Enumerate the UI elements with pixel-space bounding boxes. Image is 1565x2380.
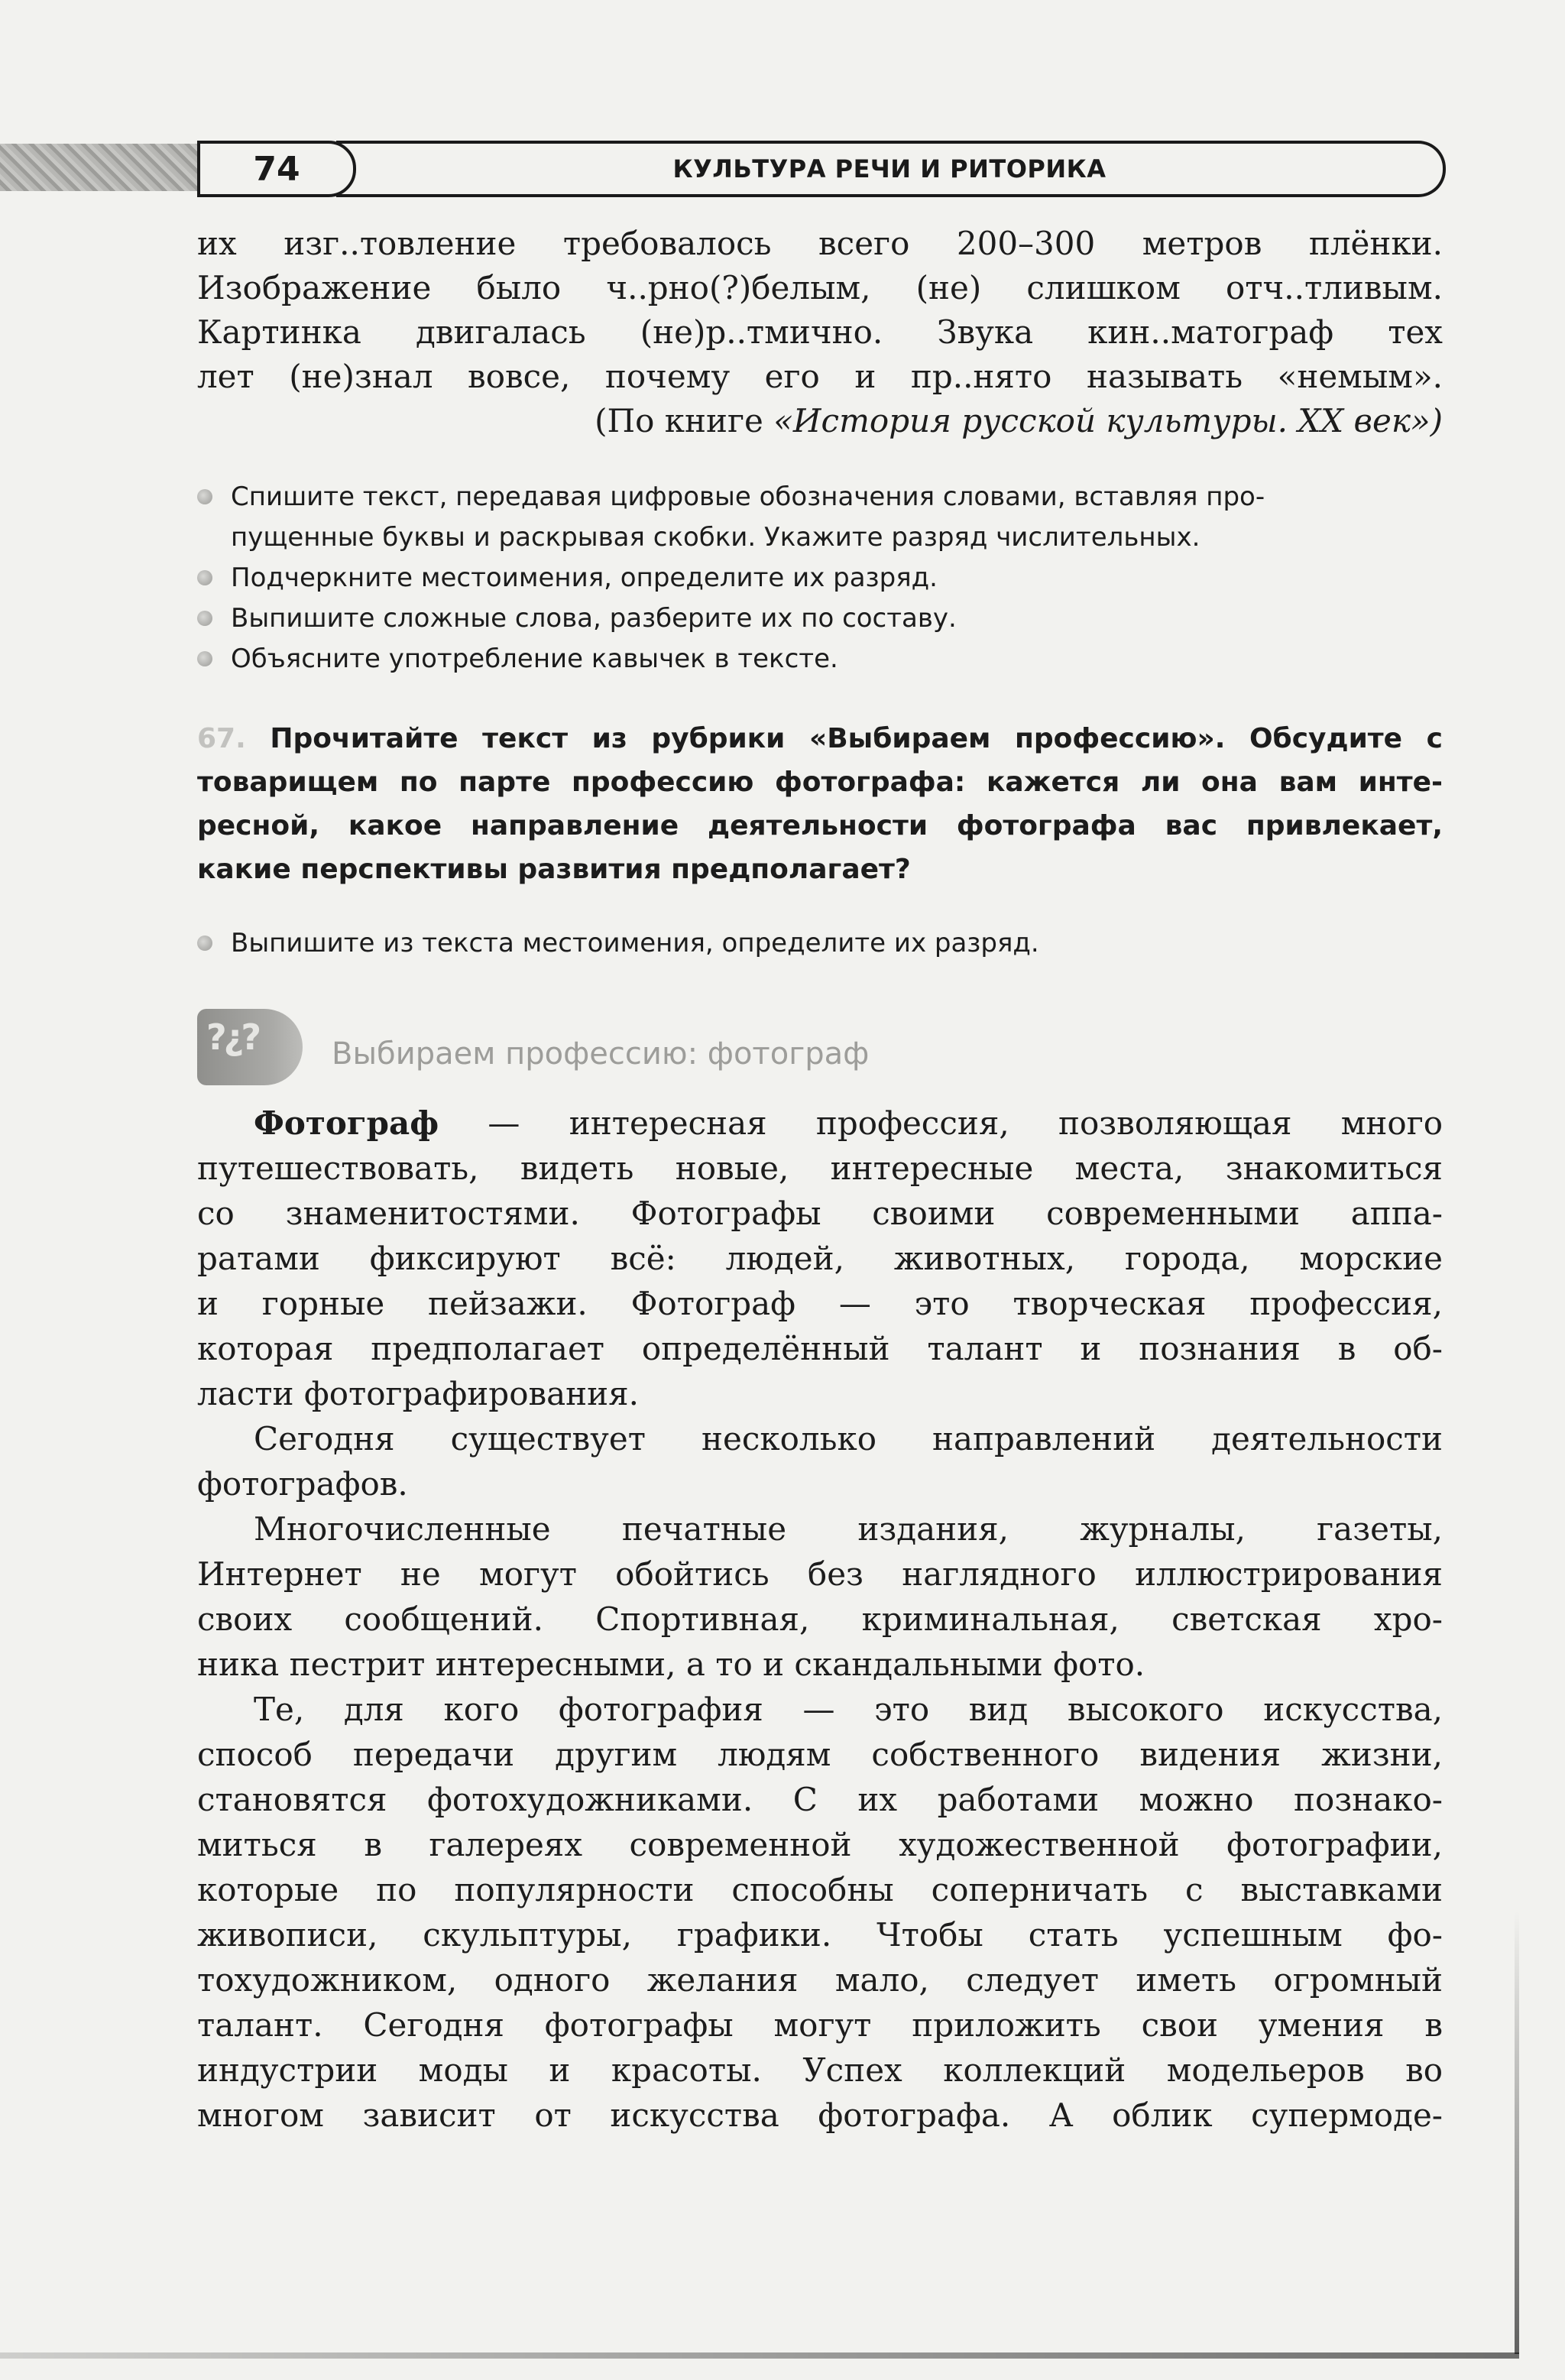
text-line: живописи, скульптуры, графики. Чтобы стать успешным фо- <box>197 1916 1443 1954</box>
text-line: многом зависит от искусства фотографа. А облик супермоде- <box>197 2096 1443 2134</box>
page-edge-shadow <box>1515 1911 1519 2354</box>
exercise-text-line: Прочитайте текст из рубрики «Выбираем профессию». Обсудите с <box>270 723 1443 754</box>
page-number: 74 <box>197 141 356 197</box>
text-line: Те, для кого фотография — это вид высокого искусства, <box>254 1691 1443 1728</box>
text-line: лет (не)знал вовсе, почему его и пр..нято называть «немым». <box>197 358 1443 395</box>
task-item <box>197 558 1443 598</box>
text-line: со знаменитостями. Фотографы своими современными аппа- <box>197 1195 1443 1232</box>
article-text <box>197 1101 1443 2138</box>
task-list <box>197 477 1443 679</box>
task-item <box>197 598 1443 639</box>
task-text: Объясните употребление кавычек в тексте. <box>231 644 838 674</box>
exercise-text-line: товарищем по парте профессию фотографа: кажется ли она вам инте- <box>197 767 1443 798</box>
page-header <box>0 138 1444 197</box>
text-line: которые по популярности способны соперничать с выставками <box>197 1871 1443 1908</box>
page-edge-shadow-bottom <box>0 2352 1519 2359</box>
text-line: миться в галереях современной художественной фотографии, <box>197 1826 1443 1863</box>
text-line: Многочисленные печатные издания, журналы, газеты, <box>254 1510 1443 1548</box>
text-line: и горные пейзажи. Фотограф — это творческая профессия, <box>197 1285 1443 1322</box>
text-line <box>197 1101 1443 1146</box>
bullet-icon <box>197 651 212 666</box>
text-line: Сегодня существует несколько направлений деятельности <box>254 1420 1443 1458</box>
intro-text <box>197 222 1443 443</box>
text-line: ратами фиксируют всё: людей, животных, города, морские <box>197 1240 1443 1277</box>
text-line: которая предполагает определённый талант и познания в об- <box>197 1330 1443 1367</box>
exercise-67 <box>197 717 1443 891</box>
task-text: Выпишите из текста местоимения, определите их разряд. <box>231 928 1039 958</box>
text-fragment: — интересная профессия, позволяющая много <box>439 1104 1443 1142</box>
source-prefix: (По книге <box>595 402 774 439</box>
text-line: фотографов. <box>197 1465 408 1503</box>
bullet-icon <box>197 611 212 626</box>
question-speech-icon: ?¿? <box>197 1009 303 1085</box>
text-line: становятся фотохудожниками. С их работами можно познако- <box>197 1781 1443 1818</box>
source-citation <box>197 399 1443 443</box>
exercise-number: 67. <box>197 723 246 754</box>
text-line: путешествовать, видеть новые, интересные места, знакомиться <box>197 1149 1443 1187</box>
text-line: Изображение было ч..рно(?)белым, (не) слишком отч..тливым. <box>197 269 1443 306</box>
task-item <box>197 477 1443 558</box>
text-line: их изг..товление требовалось всего 200–300 метров плёнки. <box>197 225 1443 262</box>
source-book: «История русской культуры. XX век») <box>773 402 1443 439</box>
task-text: Спишите текст, передавая цифровые обозначения словами, вставляя про- пущенные буквы и раскрывая скобки. Укажите разряд числительных. <box>231 482 1265 553</box>
text-line: индустрии моды и красоты. Успех коллекций модельеров во <box>197 2051 1443 2089</box>
section-title: Выбираем профессию: фотограф <box>332 1036 870 1072</box>
bullet-icon <box>197 570 212 585</box>
bullet-icon <box>197 489 212 504</box>
task-text: Подчеркните местоимения, определите их разряд. <box>231 563 938 593</box>
article-term: Фотограф <box>254 1104 439 1142</box>
text-line: тохудожником, одного желания мало, следует иметь огромный <box>197 1961 1443 1999</box>
bullet-icon <box>197 935 212 951</box>
text-line: ласти фотографирования. <box>197 1375 639 1412</box>
task-text: Выпишите сложные слова, разберите их по составу. <box>231 603 957 634</box>
text-line: способ передачи другим людям собственного видения жизни, <box>197 1736 1443 1773</box>
exercise-text-line: какие перспективы развития предполагает? <box>197 854 911 885</box>
header-decoration <box>0 144 206 191</box>
text-line: ника пестрит интересными, а то и скандальными фото. <box>197 1646 1145 1683</box>
exercise-line <box>197 717 1443 760</box>
section-banner <box>197 1009 1038 1088</box>
text-line: талант. Сегодня фотографы могут приложить свои умения в <box>197 2006 1443 2044</box>
text-line: Картинка двигалась (не)р..тмично. Звука кин..матограф тех <box>197 313 1443 351</box>
text-line: своих сообщений. Спортивная, криминальная, светская хро- <box>197 1600 1443 1638</box>
text-line: Интернет не могут обойтись без наглядного иллюстрирования <box>197 1555 1443 1593</box>
task-item <box>197 639 1443 679</box>
exercise-text-line: ресной, какое направление деятельности фотографа вас привлекает, <box>197 810 1443 841</box>
task-item <box>197 923 1443 964</box>
exercise-task-list <box>197 923 1443 964</box>
running-title: КУЛЬТУРА РЕЧИ И РИТОРИКА <box>336 141 1446 197</box>
